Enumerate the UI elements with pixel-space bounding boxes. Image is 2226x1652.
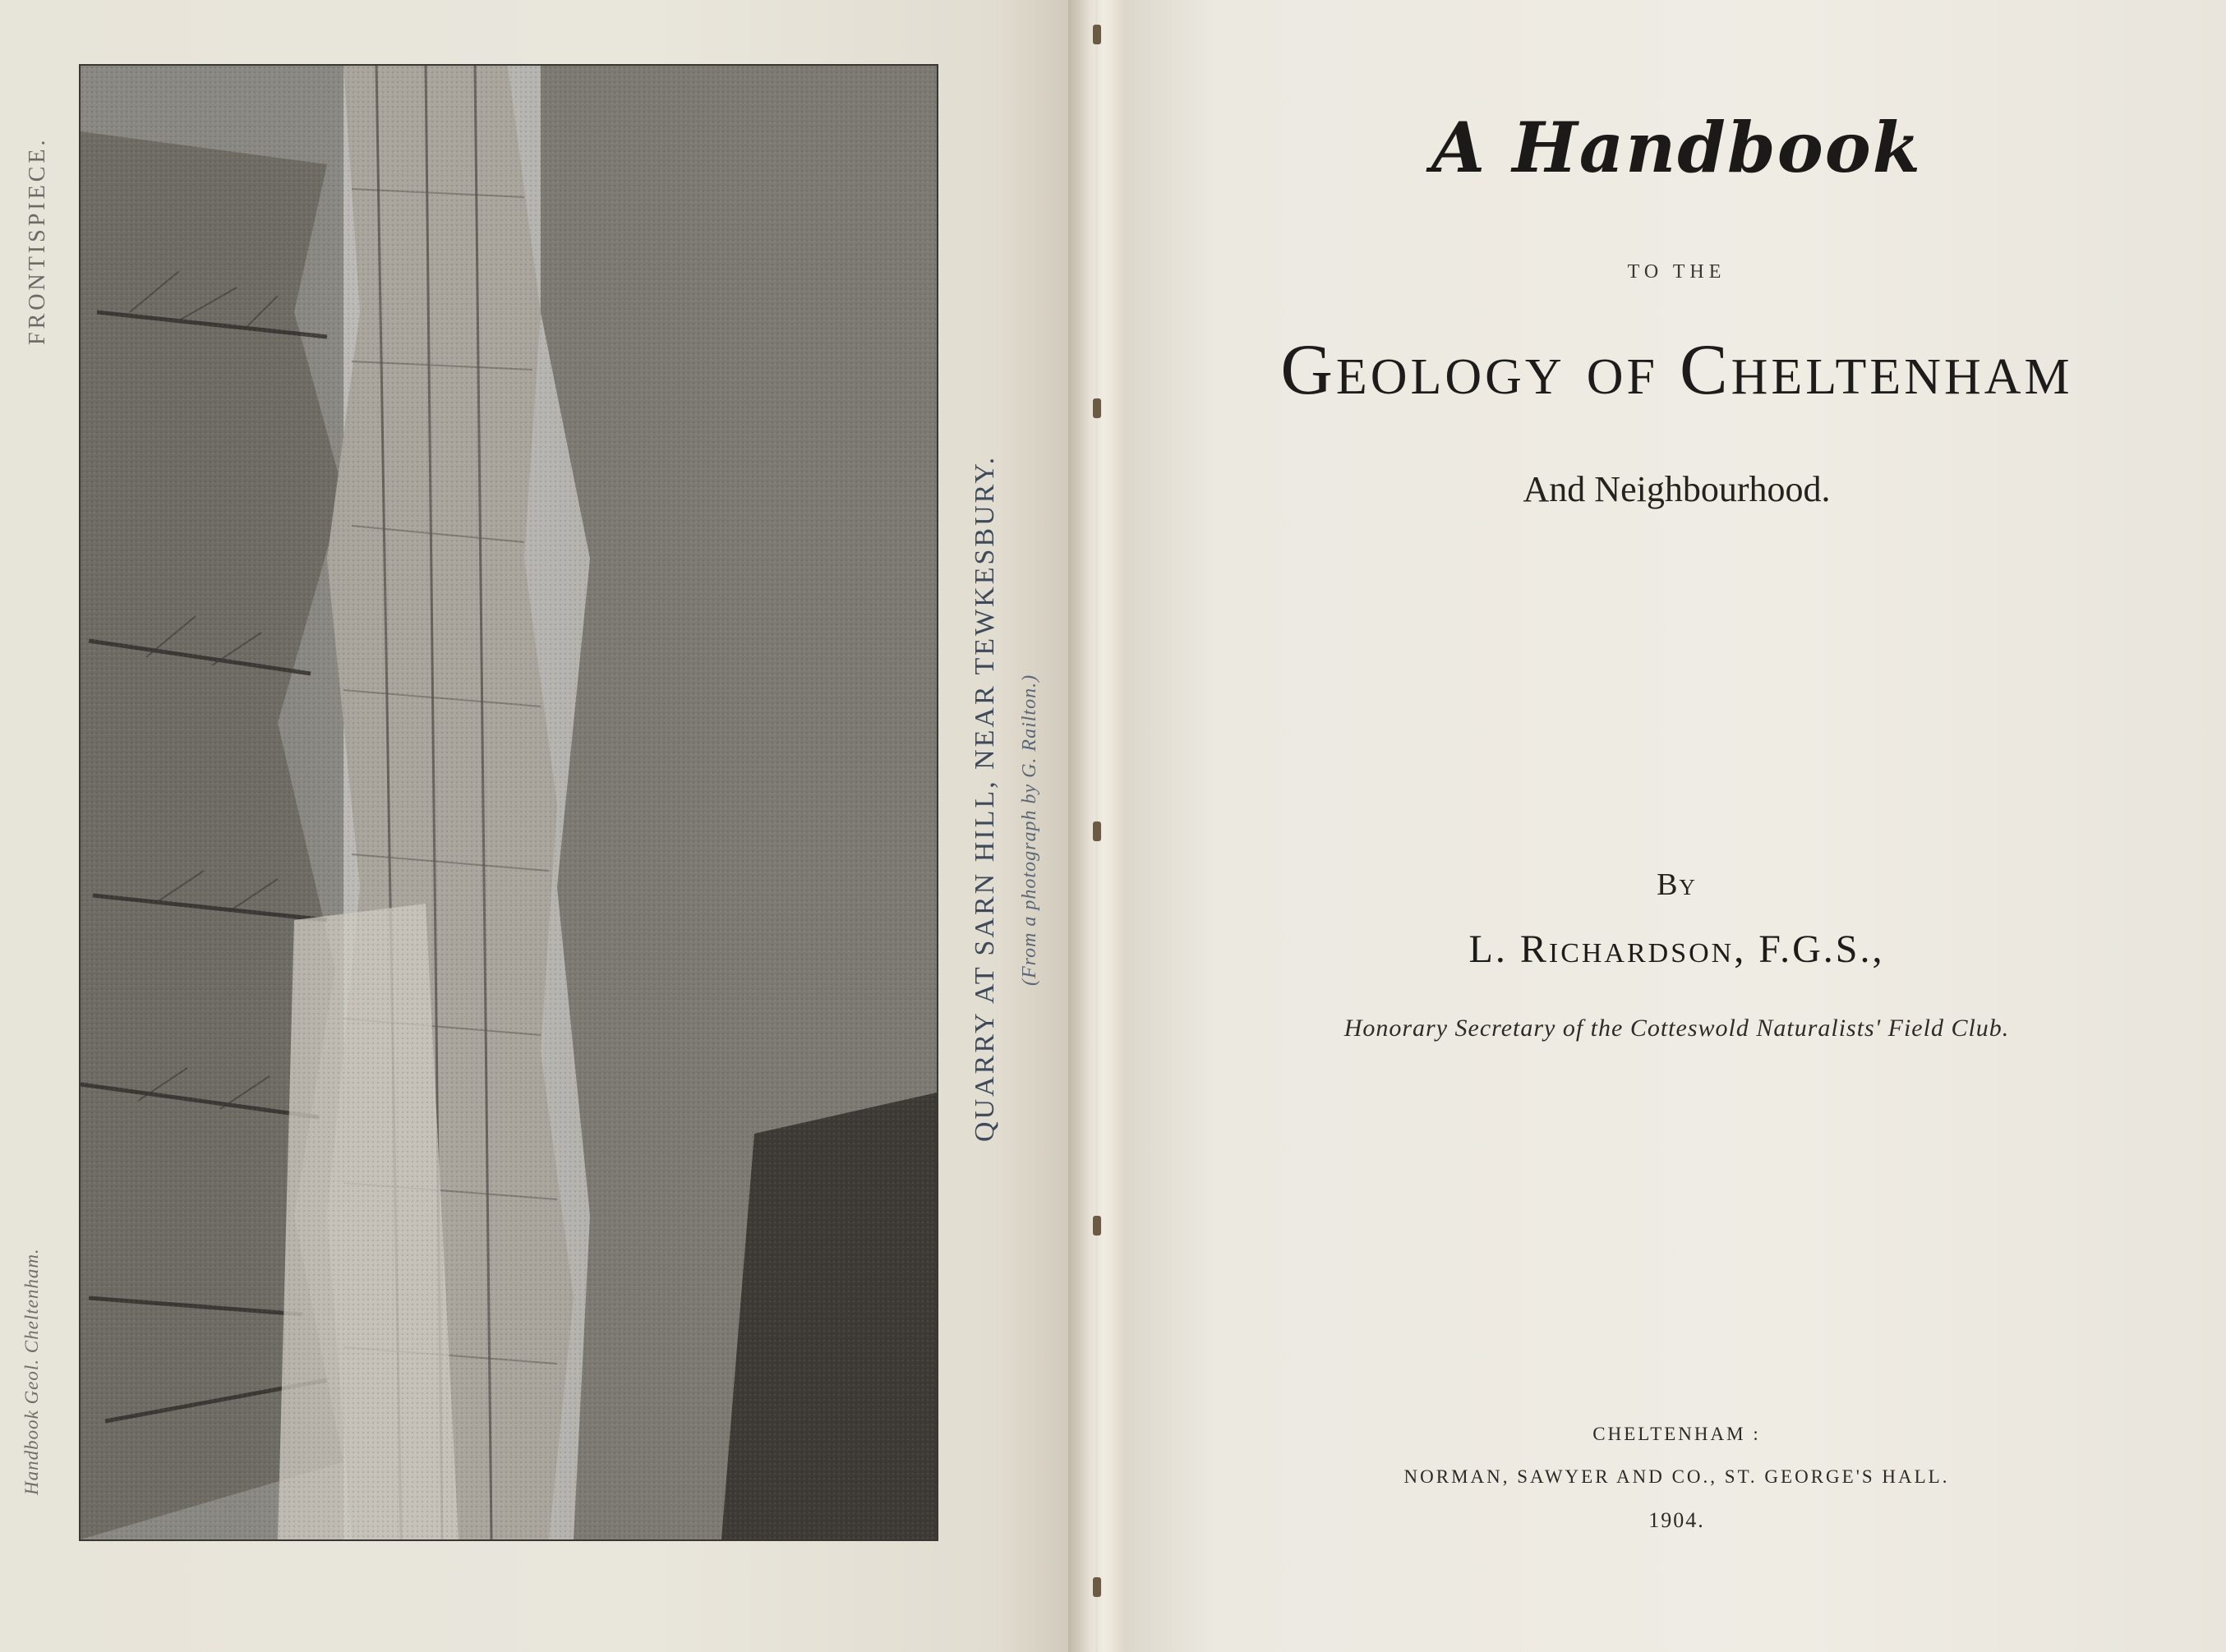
stitch-mark — [1093, 821, 1101, 841]
frontispiece-page — [0, 0, 1081, 1652]
quarry-photograph — [79, 64, 938, 1541]
byline-by: By — [1657, 867, 1697, 902]
book-gutter — [1068, 0, 1134, 1652]
title-connector: TO THE — [1627, 261, 1726, 283]
imprint-publisher: NORMAN, SAWYER AND CO., ST. GEORGE'S HALL. — [1403, 1466, 1950, 1487]
author-position: Honorary Secretary of the Cotteswold Naturalists' Field Club. — [1343, 1015, 2010, 1042]
subtitle: And Neighbourhood. — [1523, 469, 1831, 509]
stitch-mark — [1093, 1577, 1101, 1597]
imprint-year: 1904. — [1648, 1508, 1705, 1532]
imprint-place: CHELTENHAM : — [1592, 1424, 1761, 1444]
author-name: L. Richardson, F.G.S., — [1468, 927, 1885, 971]
frontispiece-label-text: FRONTISPIECE. — [25, 136, 50, 345]
title-blackletter: A Handbook — [1431, 107, 1922, 188]
caption-text: QUARRY AT SARN HILL, NEAR TEWKESBURY. — [970, 454, 1000, 1142]
handbook-side-label — [21, 1199, 54, 1495]
frontispiece-side-label — [25, 136, 58, 353]
photo-credit: (From a photograph by G. Railton.) — [1019, 674, 1040, 986]
title-page — [1127, 0, 2226, 1652]
stitch-mark — [1093, 25, 1101, 44]
stitch-mark — [1093, 1216, 1101, 1236]
subject-title: Geology of Cheltenham — [1280, 330, 2073, 410]
quarry-photo-drawing — [81, 66, 937, 1539]
photo-caption — [961, 427, 1060, 1167]
stitch-mark — [1093, 398, 1101, 418]
handbook-label-text: Handbook Geol. Cheltenham. — [21, 1248, 42, 1495]
